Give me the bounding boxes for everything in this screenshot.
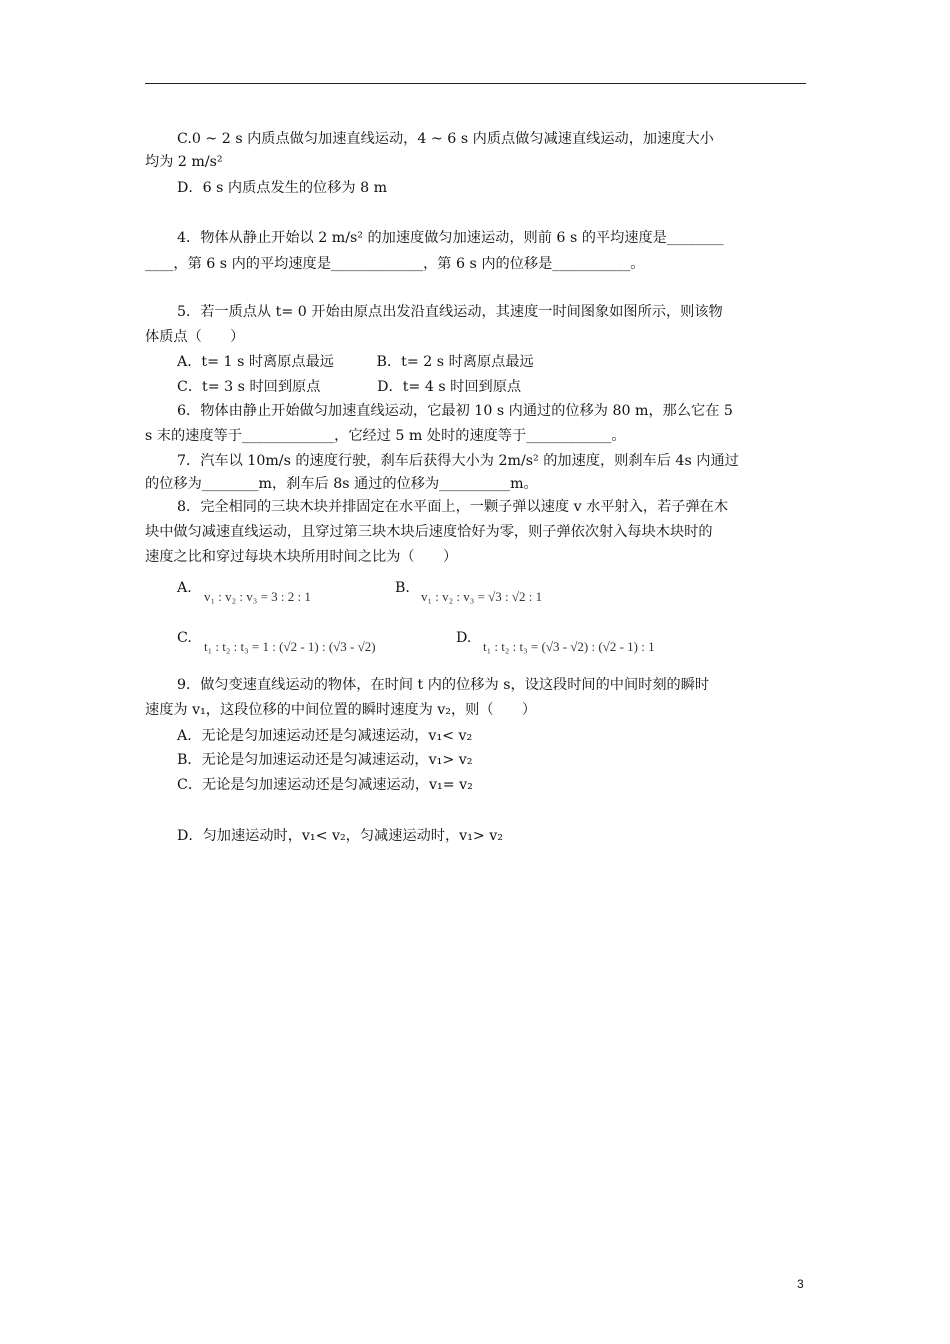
question-8-option-a-label: A. <box>177 580 192 596</box>
option-c-line-2: 均为 2 m/s² <box>145 154 223 170</box>
header-rule <box>145 83 806 84</box>
question-4-line-1: 4．物体从静止开始以 2 m/s² 的加速度做匀加速运动，则前 6 s 的平均速度是________ <box>177 230 724 246</box>
question-8-option-c-label: C. <box>177 630 192 646</box>
question-8-line-3: 速度之比和穿过每块木块所用时间之比为（ ） <box>145 549 458 565</box>
question-8-option-a-formula: v₁ : v₂ : v₃ = 3 : 2 : 1 <box>204 589 311 604</box>
question-8-line-2: 块中做匀减速直线运动，且穿过第三块木块后速度恰好为零，则子弹依次射入每块木块时的 <box>145 524 713 540</box>
question-9-option-d: D．匀加速运动时，v₁< v₂，匀减速运动时，v₁> v₂ <box>177 828 503 844</box>
question-4-line-2: ____，第 6 s 内的平均速度是_____________，第 6 s 内的位移是___________。 <box>145 256 645 272</box>
question-5-line-2: 体质点（ ） <box>145 329 245 345</box>
question-5-options-cd: C．t= 3 s 时回到原点 D．t= 4 s 时回到原点 <box>177 379 522 395</box>
question-7-line-2: 的位移为________m，刹车后 8s 通过的位移为__________m。 <box>145 476 538 492</box>
question-6-line-2: s 末的速度等于_____________，它经过 5 m 处时的速度等于____________。 <box>145 428 626 444</box>
question-9-option-a: A．无论是匀加速运动还是匀减速运动，v₁< v₂ <box>177 728 473 744</box>
question-9-option-b: B．无论是匀加速运动还是匀减速运动，v₁> v₂ <box>177 752 473 768</box>
question-8-option-d-formula: t₁ : t₂ : t₃ = (√3 - √2) : (√2 - 1) : 1 <box>483 639 655 654</box>
option-d-line: D．6 s 内质点发生的位移为 8 m <box>177 180 388 196</box>
question-5-line-1: 5．若一质点从 t= 0 开始由原点出发沿直线运动，其速度一时间图象如图所示，则该物 <box>177 304 723 320</box>
question-5-options-ab: A．t= 1 s 时离原点最远 B．t= 2 s 时离原点最远 <box>177 354 534 370</box>
question-8-line-1: 8．完全相同的三块木块并排固定在水平面上，一颗子弹以速度 v 水平射入，若子弹在木 <box>177 499 729 515</box>
question-9-option-c: C．无论是匀加速运动还是匀减速运动，v₁= v₂ <box>177 777 473 793</box>
question-8-option-d-label: D. <box>456 630 472 646</box>
question-9-line-1: 9．做匀变速直线运动的物体，在时间 t 内的位移为 s，设这段时间的中间时刻的瞬时 <box>177 677 710 693</box>
question-9-line-2: 速度为 v₁，这段位移的中间位置的瞬时速度为 v₂，则（ ） <box>145 702 537 718</box>
question-8-option-b-label: B. <box>395 580 410 596</box>
page-number: 3 <box>797 1277 804 1291</box>
question-7-line-1: 7．汽车以 10m/s 的速度行驶，刹车后获得大小为 2m/s² 的加速度，则刹车后 4s 内通过 <box>177 453 739 469</box>
question-6-line-1: 6．物体由静止开始做匀加速直线运动，它最初 10 s 内通过的位移为 80 m，那么它在 5 <box>177 403 733 419</box>
question-8-option-b-formula: v₁ : v₂ : v₃ = √3 : √2 : 1 <box>421 589 543 604</box>
option-c-line-1: C.0 ~ 2 s 内质点做匀加速直线运动，4 ~ 6 s 内质点做匀减速直线运动，加速度大小 <box>177 131 714 147</box>
question-8-option-c-formula: t₁ : t₂ : t₃ = 1 : (√2 - 1) : (√3 - √2) <box>204 639 376 654</box>
